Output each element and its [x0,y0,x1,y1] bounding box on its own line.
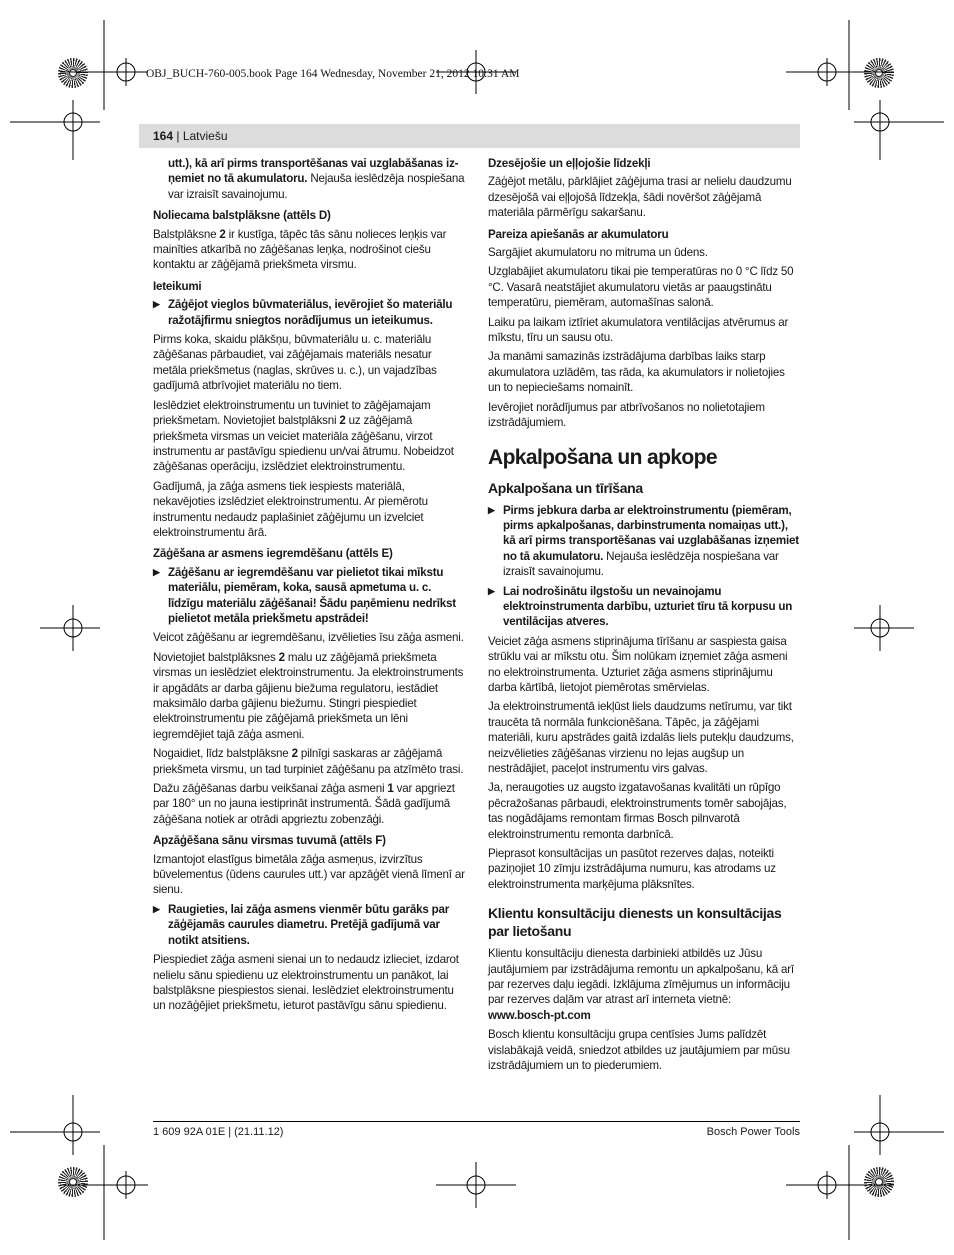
para-battery-4: Ja manāmi samazinās izstrādājuma darbības laiks starp akumulatora uzlādēm, tas rāda, ka akumulators ir nolietojies un to nepieciešams nomainīt. [488,350,785,395]
para-tips-1: Pirms koka, skaidu plākšņu, būvmateriālu u. c. materiālu zāģēšanas pārbaudiet, vai zāģējamais materiāls nesatur metāla priekšmetus (naglas, skrūves u. c.), un vajadzības gadījumā atbrīvojiet materiālu no tiem. [153,333,437,393]
heading-coolant: Dzesējošie un eļļojošie līdzekļi [488,157,651,170]
continued-warning-bold: utt.), kā arī pirms transportēšanas vai uzglabāšanas iz-ņemiet no tā akumulatoru. [168,157,459,186]
footer-doc-number: 1 609 92A 01E | (21.11.12) [153,1126,284,1138]
para-plunge-1: Veicot zāģēšanu ar iegremdēšanu, izvēlieties īsu zāģa asmeni. [153,631,464,645]
para-plunge-2: Novietojiet balstplāksnes 2 malu uz zāģējamā priekšmeta virsmas un ieslēdziet elektroinstrumentu. Ja elektroinstruments ir apgādāts ar darba gājienu biežuma regulatoru, iestādiet maksimālo darba gājienu biežumu. Stingri piespiediet elektroinstrumentu pie zāģējamā priekšmeta un lēni iegremdējiet tajā zāģa asmeni. [153,650,464,741]
para-support-1: Klientu konsultāciju dienesta darbinieki atbildēs uz Jūsu jautājumiem par izstrādājuma remontu un apkalpošanu, kā arī par rezerves daļu iegādi. Izklājuma zīmējumus un informāciju par rezerves daļām var atrast arī interneta vietnē: [488,947,794,1007]
bullet-flush: ▶ Raugieties, lai zāģa asmens vienmēr būtu garāks par zāģējamās caurules diametru. Pretējā gadījumā var notikt atsitiens. [153,902,465,948]
para-flush-2: Piespiediet zāģa asmeni sienai un to nedaudz izlieciet, izdarot nelielu sānu spiedienu uz elektroinstrumentu un panākot, lai balstplāksne piespiestos sienai. Ieslēdziet elektroinstrumentu un nozāģējiet priekšmetu, ieturot pastāvīgu sānu spiedienu. [153,953,459,1013]
continued-warning-normal: Nejauša ieslēdzēja nospiešana var izraisīt savainojumu. [168,172,465,201]
bullet-tips: ▶ Zāģējot vieglos būvmateriālus, ievērojiet šo materiālu ražotājfirmu sniegtos norādījumus un ieteikumus. [153,297,465,328]
bullet-cleaning-2: ▶ Lai nodrošinātu ilgstošu un nevainojamu elektroinstrumenta darbību, uzturiet tīru tā korpusu un ventilācijas atveres. [488,584,800,630]
bullet-plunge: ▶ Zāģēšanu ar iegremdēšanu var pielietot tikai mīkstu materiālu, piemēram, koka, sausā apmetuma u. c. līdzīgu materiālu zāģēšanai! Šādu paņēmienu nedrīkst pielietot metāla priekšmetu apstrādei! [153,565,465,627]
para-support-2: Bosch klientu konsultāciju grupa centīsies Jums palīdzēt vislabākajā veidā, sniedzot atbildes uz jautājumiem par mūsu izstrādājumiem un to piederumiem. [488,1028,790,1073]
page-header [139,124,800,148]
para-battery-1: Sargājiet akumulatoru no mitruma un ūdens. [488,246,708,260]
bullet-cleaning-1: ▶ Pirms jebkura darba ar elektroinstrumentu (piemēram, pirms apkalpošanas, darbinstrumenta nomaiņas utt.), kā arī pirms transportēšanas vai uzglabāšanas izņemiet no tā akumulatoru. Nejauša ieslēdzēja nospiešana var izraisīt savainojumu. [488,503,800,580]
heading-tips: Ieteikumi [153,279,202,293]
para-plunge-3: Nogaidiet, līdz balstplāksne 2 pilnīgi saskaras ar zāģējamā priekšmeta virsmu, un tad turpiniet zāģēšanu pa atzīmēto trasi. [153,747,464,776]
para-tilt: Balstplāksne 2 ir kustīga, tāpēc tās sānu nolieces leņķis var mainīties atkarībā no zāģēšanas leņķa, nodrošinot ciešu kontaktu ar zāģējamā priekšmeta virsmu. [153,227,447,272]
footer-brand: Bosch Power Tools [706,1126,800,1138]
heading-flush: Apzāģēšana sānu virsmas tuvumā (attēls F) [153,834,386,848]
support-url[interactable]: www.bosch-pt.com [488,1008,591,1022]
para-tips-3: Gadījumā, ja zāģa asmens tiek iespiests materiālā, nekavējoties izslēdziet elektroinstrumentu. Ar piemērotu instrumentu nedaudz paplašiniet zāģējumu un izvelciet elektroinstrumentu ārā. [153,479,428,539]
heading-tilt-base: Noliecama balstplāksne (attēls D) [153,209,331,223]
footer-rule [153,1121,800,1122]
print-slug: OBJ_BUCH-760-005.book Page 164 Wednesday, November 21, 2012 10:31 AM [146,68,520,80]
heading-support: Klientu konsultāciju dienests un konsultācijas par lietošanu [488,905,782,940]
right-column [488,156,800,1078]
left-column [153,156,465,1018]
para-battery-5: Ievērojiet norādījumus par atbrīvošanos no nolietotajiem izstrādājumiem. [488,400,765,430]
para-cleaning-1: Veiciet zāģa asmens stiprinājuma tīrīšanu ar saspiesta gaisa strūklu vai ar mīkstu otu. Šim nolūkam izņemiet zāģa asmeni no elektroinstrumenta. Uzturiet zāģa asmens stiprinājumu darba kārtībā, lietojot piemērotas smērvielas. [488,634,788,694]
heading-plunge: Zāģēšana ar asmens iegremdēšanu (attēls E) [153,547,393,561]
heading-battery: Pareiza apiešanās ar akumulatoru [488,227,669,241]
para-cleaning-2: Ja elektroinstrumentā iekļūst liels daudzums netīrumu, var tikt traucēta tā normāla funkcionēšana. Tāpēc, ja zāģējami materiāli, kuru apstrādes gaitā izdalās liels putekļu daudzums, neizvēlieties zāģēšanas virzienu no lejas augšup un nestrādājiet, paceļot instrumentu virs galvas. [488,700,794,775]
para-cleaning-3: Ja, neraugoties uz augsto izgatavošanas kvalitāti un rūpīgo pēcražošanas pārbaudi, elektroinstruments tomēr sabojājas, tas nogādājams remontam firmas Bosch pilnvarotā elektroinstrumentu remonta darbnīcā. [488,781,787,841]
para-cleaning-4: Pieprasot konsultācijas un pasūtot rezerves daļas, noteikti paziņojiet 10 zīmju izstrādājuma numuru, kas atrodams uz elektroinstrumenta marķējuma plāksnītes. [488,847,776,891]
heading-cleaning: Apkalpošana un tīrīšana [488,479,643,496]
continued-warning [153,156,465,202]
header-section: Latviešu [182,129,228,143]
heading-service: Apkalpošana un apkope [488,445,717,469]
para-battery-2: Uzglabājiet akumulatoru tikai pie temperatūras no 0 °C līdz 50 °C. Vasarā neatstājiet akumulatoru vietās ar paaugstinātu temperatūru, piemēram, automašīnas salonā. [488,265,794,310]
para-coolant: Zāģējot metālu, pārklājiet zāģējuma trasi ar nelielu daudzumu dzesējošā vai eļļojošā līdzekļa, šādi novēršot zāģējamā materiāla pārmērīgu sakaršanu. [488,175,792,220]
page-number: 164 [153,129,174,143]
para-tips-2: Ieslēdziet elektroinstrumentu un tuviniet to zāģējamajam priekšmetam. Novietojiet balstplāksni 2 uz zāģējamā priekšmeta virsmas un veiciet materiāla zāģēšanu, virzot instrumentu ar pastāvīgu spiedienu un/vai ātrumu. Nobeidzot zāģēšanas operāciju, izslēdziet elektroinstrumentu. [153,398,454,474]
para-flush-1: Izmantojot elastīgus bimetāla zāģa asmeņus, izvirzītus būvelementus (ūdens caurules utt.) var apzāģēt vienā līmenī ar sienu. [153,852,465,897]
para-plunge-4: Dažu zāģēšanas darbu veikšanai zāģa asmeni 1 var apgriezt par 180° un no jauna iestiprināt instrumentā. Šādā gadījumā zāģēšana notiek ar otrādi apgrieztu zobenzāģi. [153,782,455,826]
para-battery-3: Laiku pa laikam iztīriet akumulatora ventilācijas atvērumus ar mīkstu, tīru un sausu otu. [488,315,789,345]
header-text: 164 | Latviešu [153,129,228,143]
